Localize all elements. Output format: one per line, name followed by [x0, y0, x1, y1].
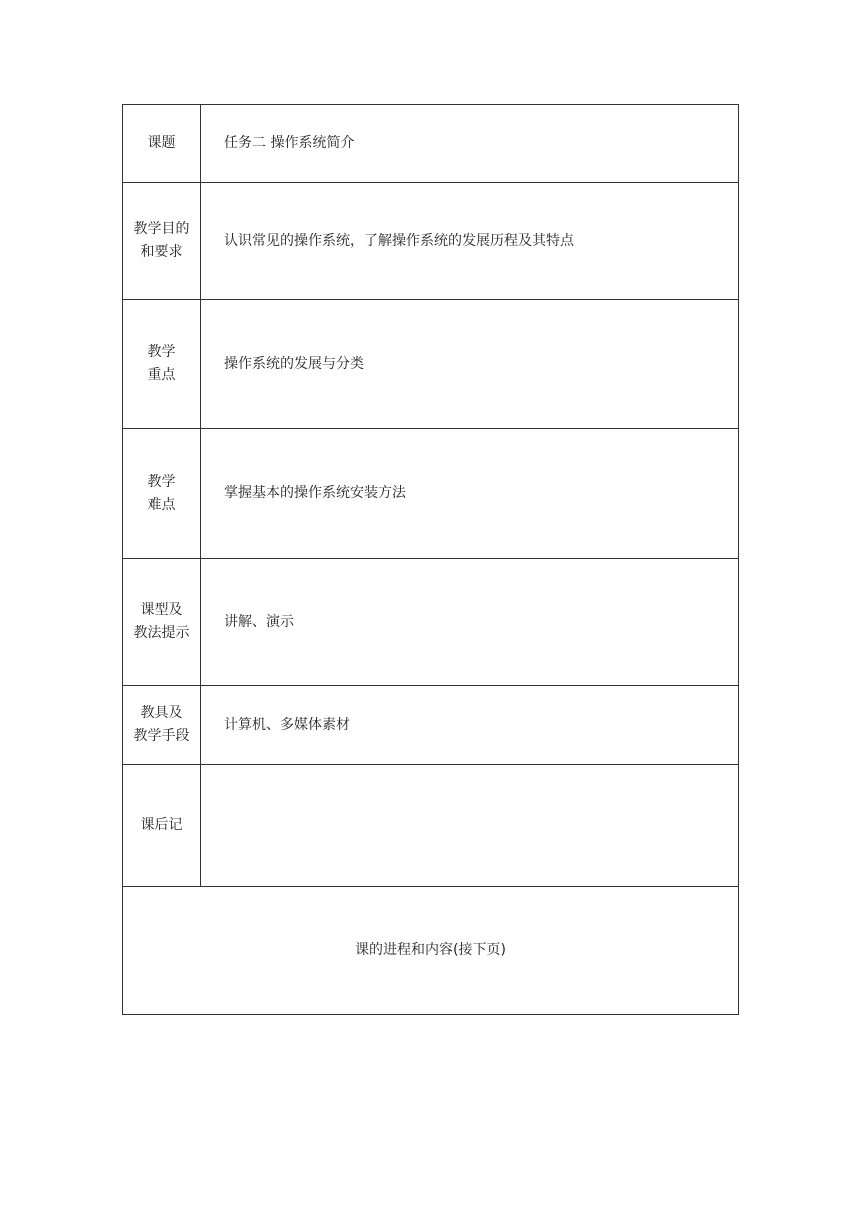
lesson-type-label-line2: 教法提示	[133, 625, 190, 641]
row-key-points	[123, 300, 739, 429]
row-objectives	[123, 183, 739, 300]
row-difficulties	[123, 429, 739, 559]
lesson-type-value: 讲解、演示	[201, 559, 739, 686]
key-points-label	[123, 300, 201, 429]
difficulties-label	[123, 429, 201, 559]
key-points-label-line2: 重点	[147, 367, 176, 383]
difficulties-label-line1: 教学	[147, 473, 176, 490]
postscript-label	[123, 765, 201, 887]
postscript-value	[201, 765, 739, 887]
topic-label	[123, 105, 201, 183]
difficulties-label-line2: 难点	[147, 496, 176, 513]
difficulties-value: 掌握基本的操作系统安装方法	[201, 429, 739, 559]
row-postscript	[123, 765, 739, 887]
topic-label-text: 课题	[147, 135, 176, 151]
teaching-aids-label	[123, 686, 201, 765]
row-topic	[123, 105, 739, 183]
row-lesson-type	[123, 559, 739, 686]
key-points-label-line1: 教学	[147, 344, 176, 360]
lesson-plan-table	[122, 104, 739, 1015]
topic-value: 任务二 操作系统简介	[201, 105, 739, 183]
lesson-type-label	[123, 559, 201, 686]
teaching-aids-label-line1: 教具及	[140, 705, 183, 721]
objectives-label-line1: 教学目的	[133, 221, 190, 237]
row-teaching-aids	[123, 686, 739, 765]
postscript-label-text: 课后记	[140, 817, 183, 833]
teaching-aids-label-line2: 教学手段	[133, 728, 190, 744]
teaching-aids-value: 计算机、多媒体素材	[201, 686, 739, 765]
key-points-value: 操作系统的发展与分类	[201, 300, 739, 429]
objectives-label-line2: 和要求	[140, 244, 183, 260]
objectives-label	[123, 183, 201, 300]
row-footer	[123, 887, 739, 1015]
lesson-progress-note: 课的进程和内容(接下页)	[123, 887, 739, 1015]
objectives-value: 认识常见的操作系统，了解操作系统的发展历程及其特点	[201, 183, 739, 300]
lesson-type-label-line1: 课型及	[140, 602, 183, 618]
